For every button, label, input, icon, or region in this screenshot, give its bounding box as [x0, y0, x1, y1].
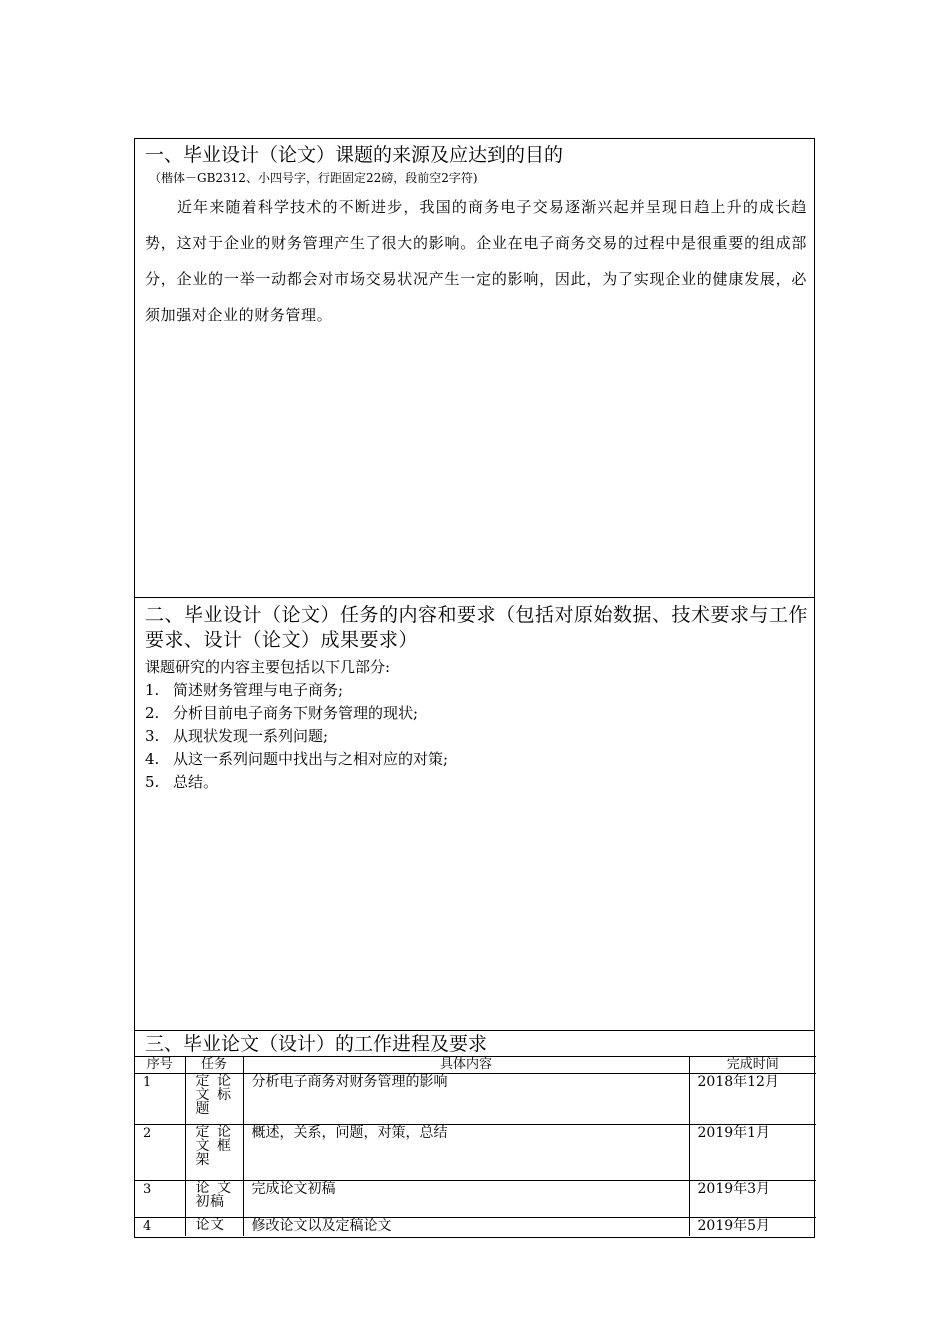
section-tasks [135, 598, 814, 1031]
task-text: 论文初稿 [195, 1180, 232, 1210]
column-header: 具体内容 [243, 1057, 689, 1074]
task-text: 论文 [195, 1217, 225, 1233]
table-row [135, 1181, 816, 1218]
item-text: 总结。 [173, 773, 219, 791]
table-row [135, 1125, 816, 1181]
form-frame [134, 138, 815, 1238]
item-number: 1. [145, 681, 160, 699]
item-text: 简述财务管理与电子商务; [173, 681, 344, 699]
task-text: 定论文框架 [195, 1124, 232, 1168]
cell-time: 2019年3月 [689, 1181, 816, 1218]
intro-text: 课题研究的内容主要包括以下几部分: [145, 658, 391, 676]
section-progress [135, 1031, 814, 1237]
format-note: （楷体－GB2312、小四号字，行距固定22磅，段前空2字符) [149, 171, 478, 185]
table-row [135, 1074, 816, 1125]
item-number: 5. [145, 773, 160, 791]
list-item [145, 725, 448, 748]
cell-content: 分析电子商务对财务管理的影响 [243, 1074, 689, 1125]
cell-task [185, 1218, 243, 1236]
item-number: 2. [145, 704, 160, 722]
cell-no: 1 [135, 1074, 185, 1125]
list-item [145, 679, 448, 702]
column-header: 任务 [185, 1057, 243, 1074]
cell-content: 完成论文初稿 [243, 1181, 689, 1218]
cell-no: 2 [135, 1125, 185, 1181]
list-item [145, 771, 448, 794]
table-row [135, 1218, 816, 1236]
item-text: 从现状发现一系列问题; [173, 727, 329, 745]
cell-time: 2019年5月 [689, 1218, 816, 1236]
cell-content: 概述，关系，问题，对策，总结 [243, 1125, 689, 1181]
body-paragraph: 近年来随着科学技术的不断进步，我国的商务电子交易逐渐兴起并呈现日趋上升的成长趋势，这对于企业的财务管理产生了很大的影响。企业在电子商务交易的过程中是很重要的组成部分，企业的一举一动都会对市场交易状况产生一定的影响，因此，为了实现企业的健康发展，必须加强对企业的财务管理。 [145, 198, 807, 324]
cell-task [185, 1181, 243, 1218]
cell-task [185, 1074, 243, 1125]
section-heading: 一、毕业设计（论文）课题的来源及应达到的目的 [145, 144, 564, 166]
progress-table [135, 1056, 816, 1236]
section-heading: 三、毕业论文（设计）的工作进程及要求 [145, 1033, 488, 1055]
cell-time: 2018年12月 [689, 1074, 816, 1125]
cell-time: 2019年1月 [689, 1125, 816, 1181]
section-purpose [135, 139, 814, 598]
task-list [145, 679, 448, 794]
item-text: 从这一系列问题中找出与之相对应的对策; [173, 750, 449, 768]
table-header-row [135, 1057, 816, 1074]
column-header: 完成时间 [689, 1057, 816, 1074]
item-text: 分析目前电子商务下财务管理的现状; [173, 704, 419, 722]
task-text: 定论文标题 [195, 1073, 232, 1117]
item-number: 3. [145, 727, 160, 745]
cell-content: 修改论文以及定稿论文 [243, 1218, 689, 1236]
cell-no: 3 [135, 1181, 185, 1218]
column-header: 序号 [135, 1057, 185, 1074]
section-heading: 二、毕业设计（论文）任务的内容和要求（包括对原始数据、技术要求与工作要求、设计（论文）成果要求） [145, 604, 809, 651]
list-item [145, 748, 448, 771]
cell-task [185, 1125, 243, 1181]
cell-no: 4 [135, 1218, 185, 1236]
item-number: 4. [145, 750, 160, 768]
list-item [145, 702, 448, 725]
